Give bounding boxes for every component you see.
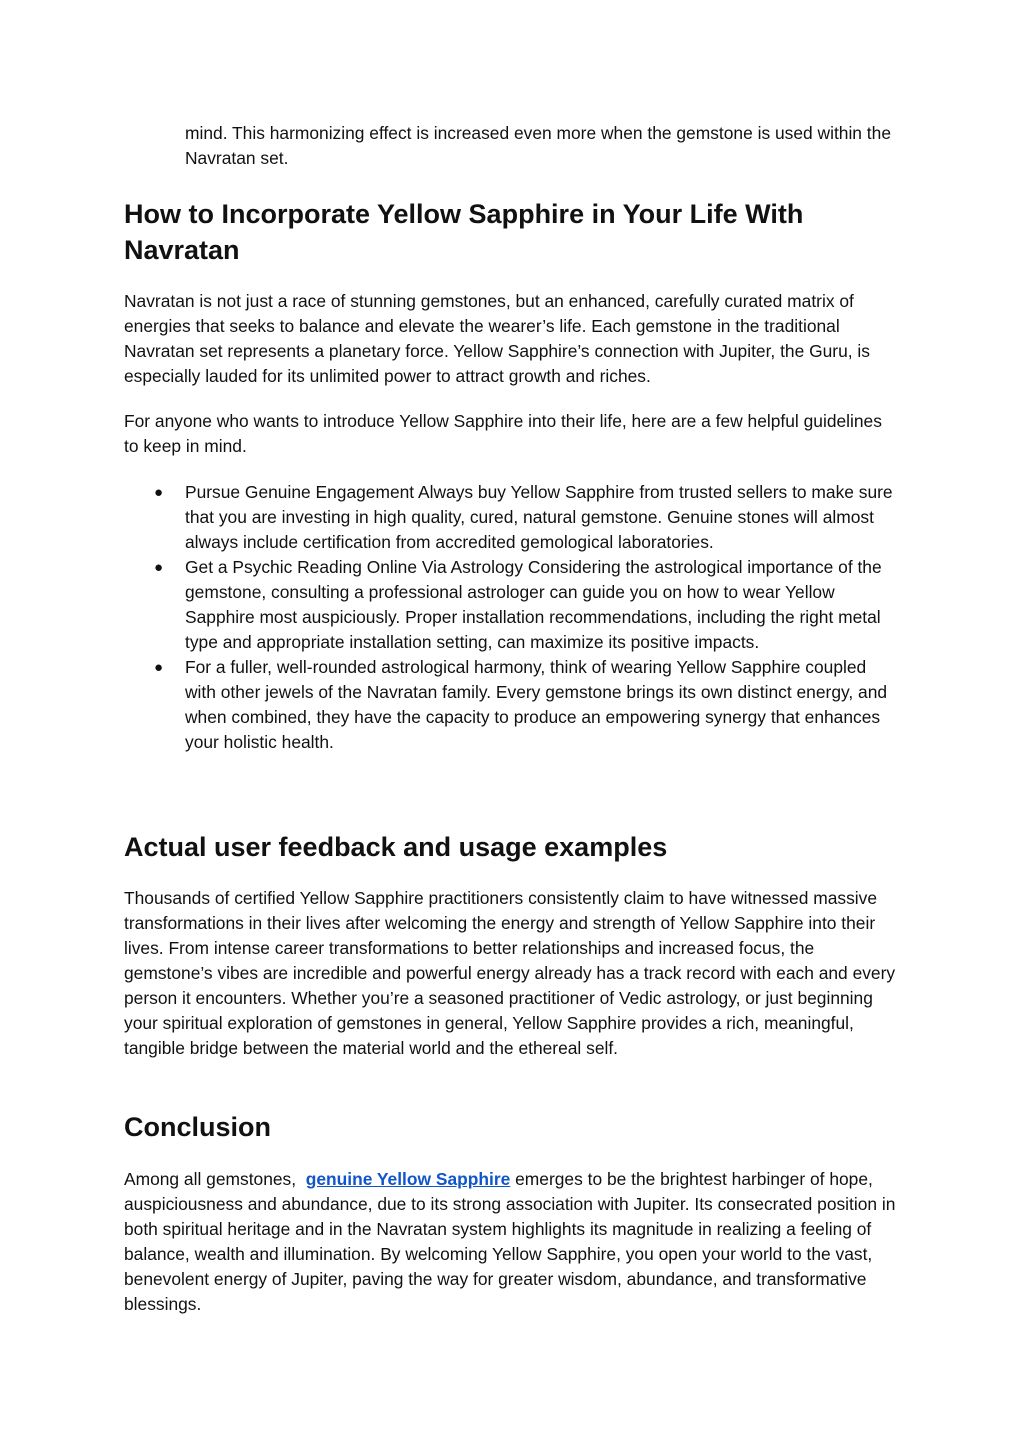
- section-heading-incorporate: How to Incorporate Yellow Sapphire in Your Life With Navratan: [124, 199, 804, 265]
- list-item-text: Pursue Genuine Engagement Always buy Yellow Sapphire from trusted sellers to make sure that you are investing in high quality, cured, natural gemstone. Genuine stones will almost always include certification from accredited gemological laboratories.: [185, 482, 893, 552]
- guidelines-intro-paragraph: For anyone who wants to introduce Yellow Sapphire into their life, here are a few helpful guidelines to keep in mind.: [124, 411, 882, 456]
- bullet-icon: ●: [154, 559, 164, 576]
- section-heading-feedback: Actual user feedback and usage examples: [124, 832, 668, 862]
- conclusion-paragraph: [124, 1167, 900, 1317]
- feedback-paragraph: Thousands of certified Yellow Sapphire practitioners consistently claim to have witnessed massive transformations in their lives after welcoming the energy and strength of Yellow Sapphire into their lives. From intense career transformations to better relationships and increased focus, the gemstone’s vibes are incredible and powerful energy already has a track record with each and every person it encounters. Whether you’re a seasoned practitioner of Vedic astrology, or just beginning your spiritual exploration of gemstones in general, Yellow Sapphire provides a rich, meaningful, tangible bridge between the material world and the ethereal self.: [124, 888, 896, 1058]
- bullet-icon: ●: [154, 659, 164, 676]
- genuine-yellow-sapphire-link[interactable]: genuine Yellow Sapphire: [305, 1169, 511, 1189]
- list-item: [124, 655, 900, 755]
- list-item: [124, 555, 900, 655]
- navratan-paragraph: Navratan is not just a race of stunning gemstones, but an enhanced, carefully curated matrix of energies that seeks to balance and elevate the wearer’s life. Each gemstone in the traditional Navratan set represents a planetary force. Yellow Sapphire’s connection with Jupiter, the Guru, is especially lauded for its unlimited power to attract growth and riches.: [124, 291, 870, 386]
- guidelines-list: [124, 480, 900, 755]
- conclusion-text-before: Among all gemstones,: [124, 1169, 306, 1189]
- continuation-text: mind. This harmonizing effect is increased even more when the gemstone is used within the Navratan set.: [185, 123, 891, 168]
- section-heading-conclusion: Conclusion: [124, 1112, 271, 1142]
- conclusion-text-after: emerges to be the brightest harbinger of hope, auspiciousness and abundance, due to its strong association with Jupiter. Its consecrated position in both spiritual heritage and in the Navratan system highlights its magnitude in realizing a feeling of balance, wealth and illumination. By welcoming Yellow Sapphire, you open your world to the vast, benevolent energy of Jupiter, paving the way for greater wisdom, abundance, and transformative blessings.: [124, 1169, 896, 1314]
- list-item: [124, 480, 900, 555]
- list-item-text: For a fuller, well-rounded astrological harmony, think of wearing Yellow Sapphire coupled with other jewels of the Navratan family. Every gemstone brings its own distinct energy, and when combined, they have the capacity to produce an empowering synergy that enhances your holistic health.: [185, 657, 888, 752]
- list-item-text: Get a Psychic Reading Online Via Astrology Considering the astrological importance of the gemstone, consulting a professional astrologer can guide you on how to wear Yellow Sapphire most auspiciously. Proper installation recommendations, including the right metal type and appropriate installation setting, can maximize its positive impacts.: [185, 557, 882, 652]
- bullet-icon: ●: [154, 484, 164, 501]
